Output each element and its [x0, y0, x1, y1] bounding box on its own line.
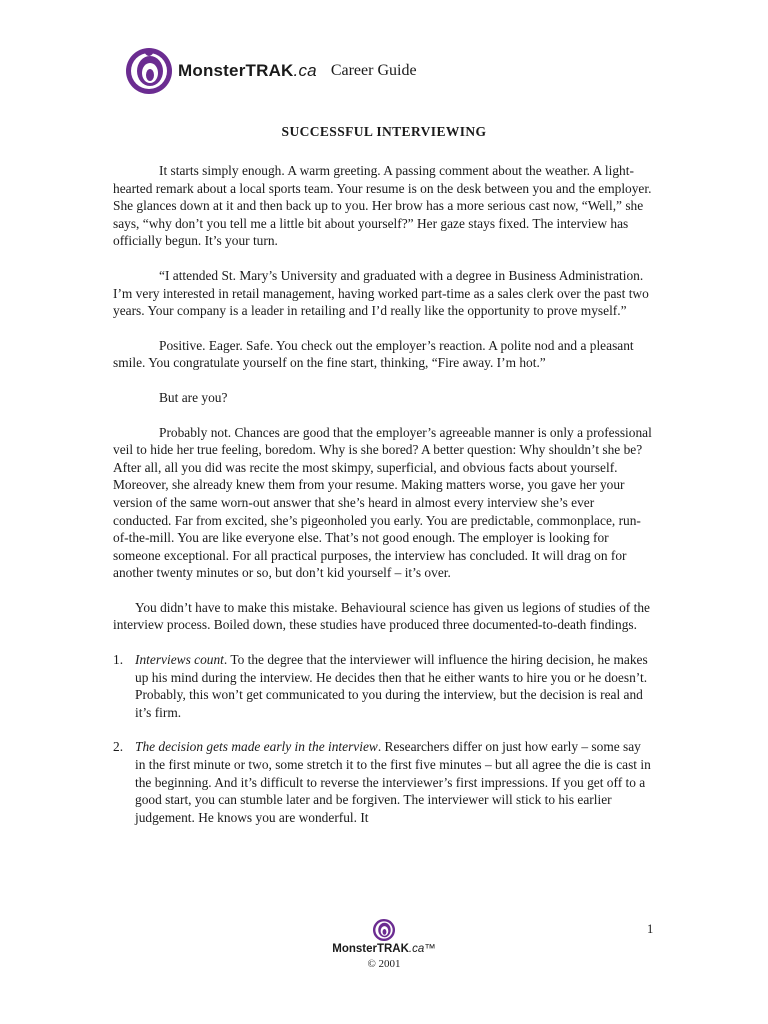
- list-number: 1.: [113, 652, 124, 668]
- copyright: © 2001: [367, 958, 401, 970]
- document-title: SUCCESSFUL INTERVIEWING: [281, 124, 487, 139]
- monster-logo-icon: [372, 918, 396, 942]
- list-item: [113, 651, 653, 721]
- document-body: [113, 162, 653, 843]
- monster-logo-icon: [124, 46, 174, 96]
- document-footer: [0, 918, 768, 970]
- brand-name: MonsterTRAK.ca: [178, 61, 317, 80]
- document-header: [124, 46, 417, 96]
- list-lead: The decision gets made early in the interview: [135, 739, 378, 755]
- footer-brand: MonsterTRAK.ca™: [332, 943, 436, 955]
- paragraph: It starts simply enough. A warm greeting. A passing comment about the weather. A light-hearted remark about a local sports team. Your resume is on the desk between you and the employer. She glances down at it and then back up to you. Her brow has a more serious cast now, “Well,” she says, “why don’t you tell me a little bit about yourself?” Her gaze stays fixed. The interview has officially begun. It’s your turn.: [113, 163, 652, 249]
- paragraph: But are you?: [159, 389, 228, 405]
- list-lead: Interviews count: [135, 652, 224, 668]
- findings-list: [113, 651, 653, 826]
- list-number: 2.: [113, 739, 124, 755]
- list-text: . To the degree that the interviewer will influence the hiring decision, he makes up his mind during the interview. He decides then that he either wants to hire you or he doesn’t. Probably, this won’t get communicated to you during the interview, but the decision is real and it’s firm.: [135, 652, 648, 720]
- paragraph: Positive. Eager. Safe. You check out the employer’s reaction. A polite nod and a pleasant smile. You congratulate yourself on the fine start, thinking, “Fire away. I’m hot.”: [113, 337, 634, 371]
- list-item: [113, 738, 653, 826]
- page-number: 1: [647, 922, 654, 936]
- paragraph: Probably not. Chances are good that the employer’s agreeable manner is only a professional veil to hide her true feeling, boredom. Why is she bored? A better question: Why shouldn’t she be? After all, all you did was recite the most skimpy, superficial, and obvious facts about yourself. Moreover, she already knew them from your resume. Making matters worse, you gave her your version of the same worn-out answer that she’s heard in almost every interview she’s ever conducted. Far from excited, she’s pigeonholed you early. You are predictable, commonplace, run-of-the-mill. You are like everyone else. That’s not good enough. The employer is looking for someone exceptional. For all practical purposes, the interview has concluded. It will drag on for another twenty minutes or so, but don’t kid yourself – it’s over.: [113, 424, 652, 581]
- guide-label: Career Guide: [330, 62, 417, 79]
- paragraph: “I attended St. Mary’s University and graduated with a degree in Business Administration. I’m very interested in retail management, having worked part-time as a sales clerk over the past two years. Your company is a leader in retailing and I’d really like the opportunity to prove myself.”: [113, 267, 649, 319]
- list-text: . Researchers differ on just how early – some say in the first minute or two, some stretch it to the first five minutes – but all agree the die is cast in the beginning. And it’s difficult to reverse the interviewer’s first impressions. If you get off to a good start, you can stumble later and be forgiven. The interviewer will stick to his earlier judgement. He knows you are wonderful. It: [135, 739, 651, 825]
- paragraph: You didn’t have to make this mistake. Behavioural science has given us legions of studies of the interview process. Boiled down, these studies have produced three documented-to-death findings.: [113, 599, 650, 633]
